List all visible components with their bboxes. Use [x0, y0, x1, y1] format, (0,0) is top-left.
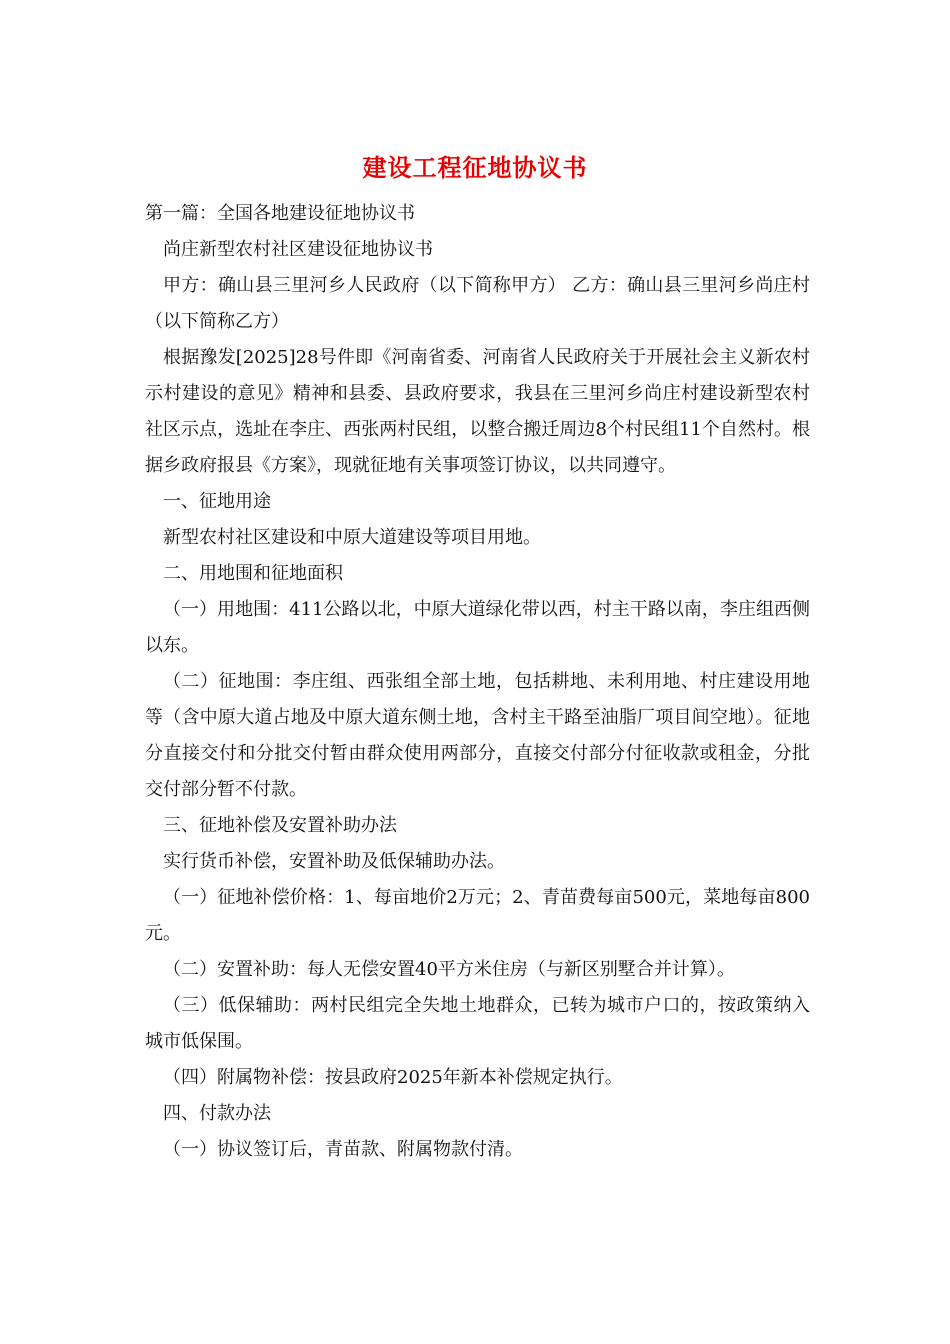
paragraph: 根据豫发[2025]28号件即《河南省委、河南省人民政府关于开展社会主义新农村示村建设的意见》精神和县委、县政府要求，我县在三里河乡尚庄村建设新型农村社区示点，选址在李庄、西张两村民组，以整合搬迁周边8个村民组11个自然村。根据乡政府报县《方案》，现就征地有关事项签订协议，以共同遵守。	[145, 347, 810, 476]
section-heading: 三、征地补偿及安置补助办法	[163, 815, 397, 836]
paragraph: （一）协议签订后，青苗款、附属物款付清。	[163, 1139, 523, 1160]
paragraph: （四）附属物补偿：按县政府2025年新本补偿规定执行。	[163, 1067, 623, 1088]
paragraph: （三）低保辅助：两村民组完全失地土地群众，已转为城市户口的，按政策纳入城市低保围。	[145, 995, 810, 1052]
paragraph: 新型农村社区建设和中原大道建设等项目用地。	[163, 527, 541, 548]
section-heading: 二、用地围和征地面积	[163, 563, 343, 584]
document-body	[145, 196, 810, 1168]
section-heading: 一、征地用途	[163, 491, 271, 512]
paragraph: （二）征地围：李庄组、西张组全部土地，包括耕地、未利用地、村庄建设用地等（含中原大道占地及中原大道东侧土地，含村主干路至油脂厂项目间空地）。征地分直接交付和分批交付暂由群众使用两部分，直接交付部分付征收款或租金，分批交付部分暂不付款。	[145, 671, 810, 800]
paragraph: 尚庄新型农村社区建设征地协议书	[163, 239, 433, 260]
paragraph: 甲方：确山县三里河乡人民政府（以下简称甲方） 乙方：确山县三里河乡尚庄村（以下简称乙方）	[145, 275, 810, 332]
paragraph: 实行货币补偿，安置补助及低保辅助办法。	[163, 851, 505, 872]
section-heading: 四、付款办法	[163, 1103, 271, 1124]
paragraph: 第一篇：全国各地建设征地协议书	[145, 203, 415, 224]
paragraph: （二）安置补助：每人无偿安置40平方米住房（与新区别墅合并计算）。	[163, 959, 735, 980]
paragraph: （一）征地补偿价格：1、每亩地价2万元；2、青苗费每亩500元，菜地每亩800元。	[145, 887, 810, 944]
document-title: 建设工程征地协议书	[362, 153, 588, 182]
paragraph: （一）用地围：411公路以北，中原大道绿化带以西，村主干路以南，李庄组西侧以东。	[145, 599, 810, 656]
